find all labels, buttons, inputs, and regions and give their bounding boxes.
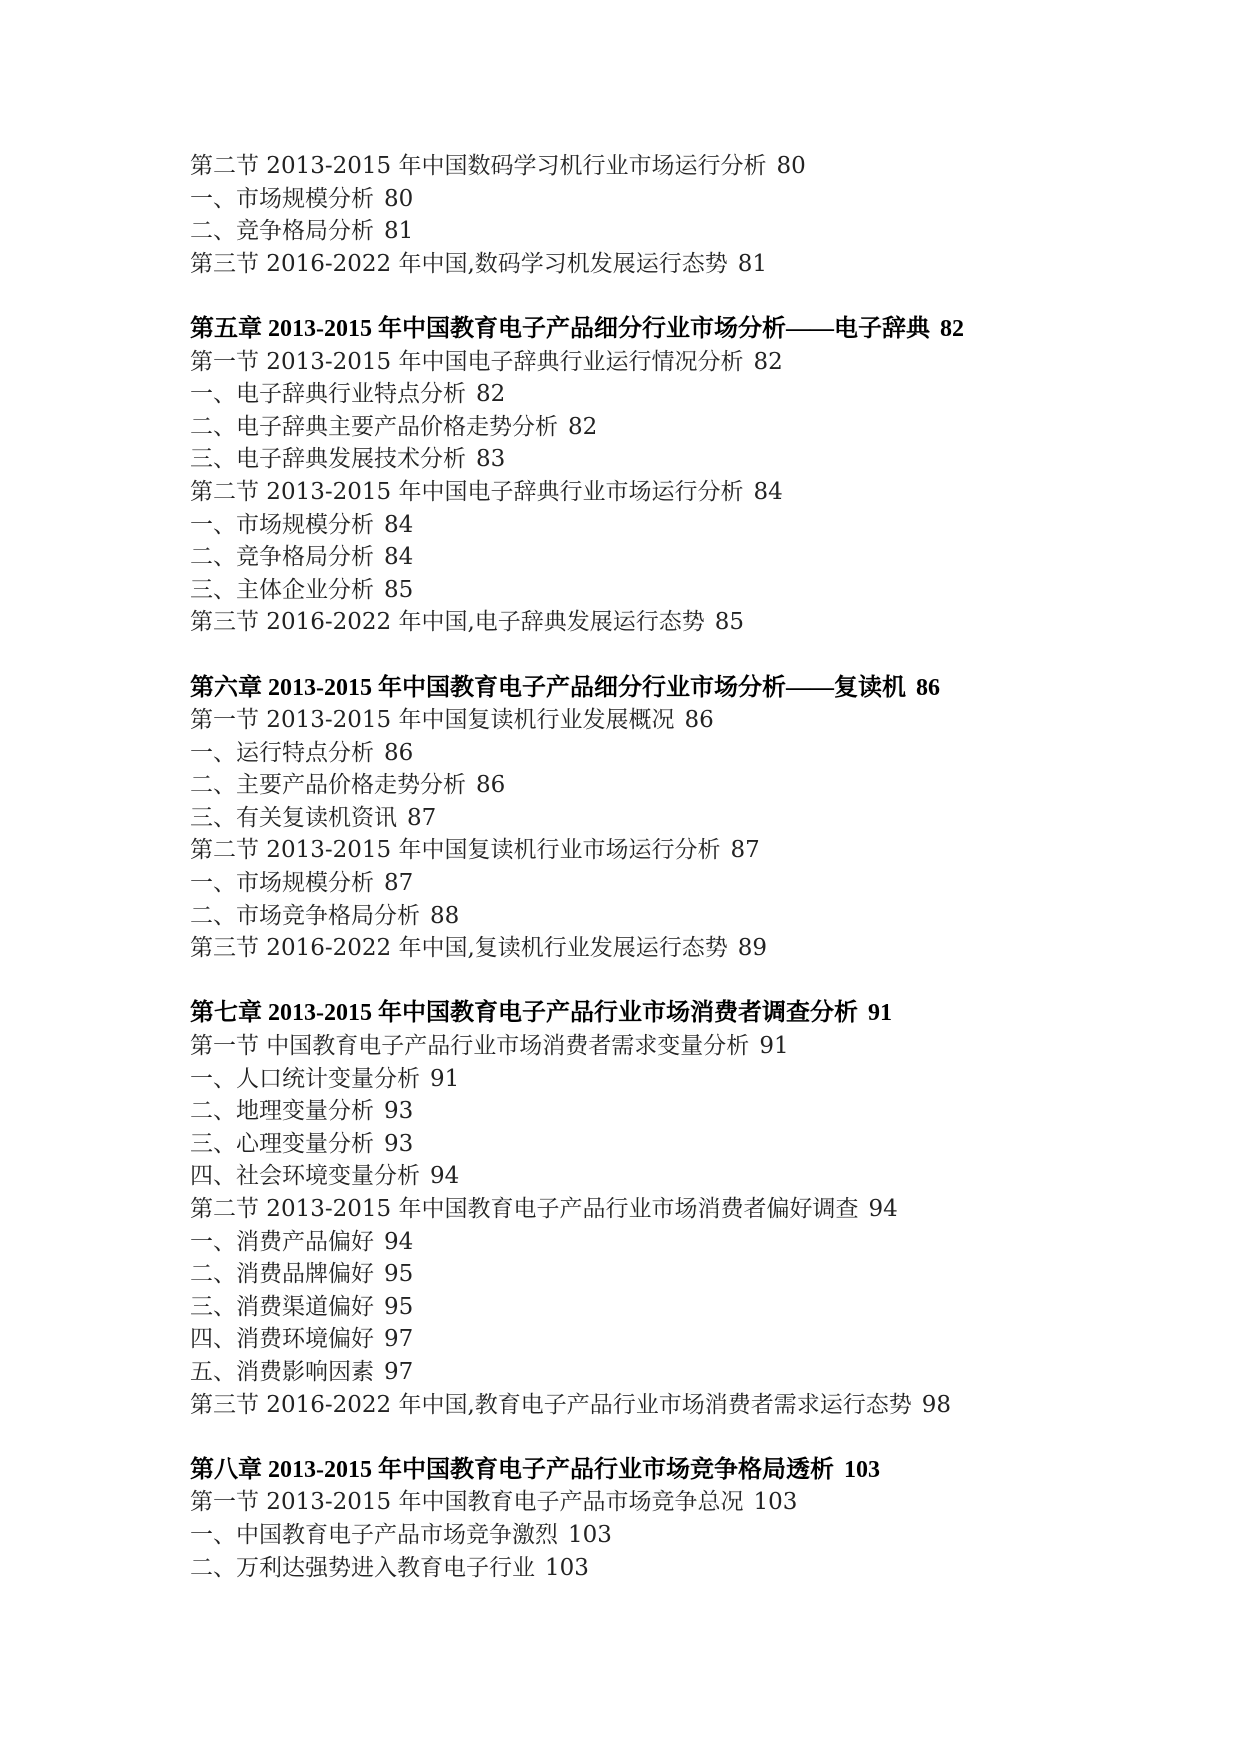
toc-page-number: 87	[407, 804, 437, 831]
toc-item-entry	[190, 1226, 1190, 1259]
toc-entry-title: 三、心理变量分析	[190, 1130, 374, 1157]
toc-entry-title: 第三节 2016-2022 年中国,数码学习机发展运行态势	[190, 250, 728, 277]
toc-page-number: 93	[384, 1098, 414, 1125]
toc-entry-title: 第一节 2013-2015 年中国电子辞典行业运行情况分析	[190, 348, 744, 375]
toc-item-entry	[190, 1552, 1190, 1585]
toc-item-entry	[190, 1128, 1190, 1161]
toc-entry-title: 第三节 2016-2022 年中国,电子辞典发展运行态势	[190, 609, 705, 636]
toc-item-entry	[190, 737, 1190, 770]
toc-entry-title: 一、消费产品偏好	[190, 1228, 374, 1255]
toc-page-number: 91	[868, 1000, 892, 1027]
toc-item-entry	[190, 867, 1190, 900]
toc-entry-title: 一、人口统计变量分析	[190, 1065, 420, 1092]
toc-section-entry	[190, 1486, 1190, 1519]
toc-section-entry	[190, 932, 1190, 965]
toc-page-number: 97	[384, 1358, 414, 1385]
toc-entry-title: 第一节 2013-2015 年中国教育电子产品市场竞争总况	[190, 1489, 744, 1516]
toc-entry-title: 第二节 2013-2015 年中国复读机行业市场运行分析	[190, 837, 721, 864]
toc-entry-title: 五、消费影响因素	[190, 1358, 374, 1385]
toc-item-entry	[190, 443, 1190, 476]
toc-page-number: 82	[753, 348, 783, 375]
toc-page-number: 91	[759, 1033, 789, 1060]
toc-page-number: 98	[921, 1391, 952, 1418]
toc-entry-title: 四、社会环境变量分析	[190, 1163, 420, 1190]
toc-entry-title: 二、市场竞争格局分析	[190, 902, 420, 929]
toc-page-number: 103	[844, 1456, 880, 1483]
toc-entry-title: 二、万利达强势进入教育电子行业	[190, 1554, 535, 1581]
toc-entry-title: 三、有关复读机资讯	[190, 804, 397, 831]
toc-entry-title: 二、主要产品价格走势分析	[190, 772, 466, 799]
toc-page-number: 80	[776, 153, 806, 179]
toc-item-entry	[190, 1258, 1190, 1291]
toc-item-entry	[190, 1291, 1190, 1324]
toc-entry-title: 一、电子辞典行业特点分析	[190, 381, 466, 408]
toc-section-entry	[190, 1389, 1190, 1422]
toc-page-number: 97	[384, 1326, 414, 1353]
toc-section-entry	[190, 476, 1190, 509]
toc-item-entry	[190, 769, 1190, 802]
toc-page-number: 103	[753, 1489, 798, 1516]
toc-entry-title: 二、地理变量分析	[190, 1098, 374, 1125]
toc-page-number: 84	[384, 544, 414, 571]
table-of-contents	[190, 150, 1190, 1584]
toc-item-entry	[190, 411, 1190, 444]
toc-entry-title: 第二节 2013-2015 年中国电子辞典行业市场运行分析	[190, 478, 744, 505]
toc-spacer	[190, 965, 1190, 998]
toc-page-number: 84	[753, 478, 783, 505]
toc-page-number: 93	[384, 1130, 414, 1157]
toc-entry-title: 第二节 2013-2015 年中国数码学习机行业市场运行分析	[190, 153, 767, 179]
toc-page-number: 85	[714, 609, 745, 636]
toc-section-entry	[190, 346, 1190, 379]
toc-entry-title: 一、市场规模分析	[190, 870, 374, 897]
toc-page-number: 86	[684, 707, 714, 734]
toc-page-number: 83	[476, 446, 506, 473]
toc-entry-title: 一、市场规模分析	[190, 511, 374, 538]
toc-entry-title: 第一节 2013-2015 年中国复读机行业发展概况	[190, 707, 675, 734]
toc-entry-title: 二、竞争格局分析	[190, 544, 374, 571]
toc-section-entry	[190, 150, 1190, 183]
toc-item-entry	[190, 1063, 1190, 1096]
toc-item-entry	[190, 1519, 1190, 1552]
toc-entry-title: 第三节 2016-2022 年中国,复读机行业发展运行态势	[190, 935, 728, 962]
toc-entry-title: 四、消费环境偏好	[190, 1326, 374, 1353]
toc-page-number: 85	[384, 576, 414, 603]
toc-page-number: 84	[384, 511, 414, 538]
toc-chapter-entry	[190, 672, 1190, 705]
toc-page-number: 103	[568, 1521, 612, 1548]
toc-item-entry	[190, 1095, 1190, 1128]
toc-page-number: 82	[476, 381, 506, 408]
toc-entry-title: 第五章 2013-2015 年中国教育电子产品细分行业市场分析——电子辞典	[190, 315, 930, 342]
toc-chapter-entry	[190, 997, 1190, 1030]
toc-chapter-entry	[190, 313, 1190, 346]
toc-item-entry	[190, 1160, 1190, 1193]
toc-item-entry	[190, 900, 1190, 933]
toc-entry-title: 一、市场规模分析	[190, 185, 374, 212]
toc-spacer	[190, 280, 1190, 313]
toc-page-number: 95	[384, 1293, 414, 1320]
toc-entry-title: 一、运行特点分析	[190, 739, 374, 766]
toc-page-number: 86	[384, 739, 414, 766]
toc-item-entry	[190, 215, 1190, 248]
toc-entry-title: 三、主体企业分析	[190, 576, 374, 603]
toc-item-entry	[190, 574, 1190, 607]
toc-item-entry	[190, 378, 1190, 411]
toc-entry-title: 第一节 中国教育电子产品行业市场消费者需求变量分析	[190, 1033, 750, 1060]
toc-item-entry	[190, 183, 1190, 216]
toc-page-number: 103	[545, 1554, 589, 1581]
toc-item-entry	[190, 802, 1190, 835]
toc-chapter-entry	[190, 1454, 1190, 1487]
toc-section-entry	[190, 704, 1190, 737]
toc-page-number: 86	[916, 674, 940, 701]
toc-section-entry	[190, 1193, 1190, 1226]
toc-entry-title: 三、消费渠道偏好	[190, 1293, 374, 1320]
toc-item-entry	[190, 509, 1190, 542]
toc-page-number: 94	[430, 1163, 460, 1190]
toc-entry-title: 二、竞争格局分析	[190, 218, 374, 245]
toc-entry-title: 第六章 2013-2015 年中国教育电子产品细分行业市场分析——复读机	[190, 674, 906, 701]
toc-page-number: 86	[476, 772, 506, 799]
toc-item-entry	[190, 541, 1190, 574]
toc-section-entry	[190, 1030, 1190, 1063]
toc-section-entry	[190, 834, 1190, 867]
toc-entry-title: 二、消费品牌偏好	[190, 1261, 374, 1288]
toc-page-number: 82	[940, 315, 964, 342]
toc-page-number: 95	[384, 1261, 414, 1288]
toc-page-number: 91	[430, 1065, 460, 1092]
toc-spacer	[190, 639, 1190, 672]
toc-page-number: 80	[384, 185, 414, 212]
toc-page-number: 89	[737, 935, 768, 962]
toc-entry-title: 第三节 2016-2022 年中国,教育电子产品行业市场消费者需求运行态势	[190, 1391, 912, 1418]
toc-entry-title: 第七章 2013-2015 年中国教育电子产品行业市场消费者调查分析	[190, 1000, 858, 1027]
toc-page-number: 87	[730, 837, 760, 864]
toc-section-entry	[190, 606, 1190, 639]
toc-page-number: 88	[430, 902, 460, 929]
toc-item-entry	[190, 1356, 1190, 1389]
toc-entry-title: 第八章 2013-2015 年中国教育电子产品行业市场竞争格局透析	[190, 1456, 834, 1483]
toc-page-number: 94	[868, 1196, 898, 1222]
toc-entry-title: 二、电子辞典主要产品价格走势分析	[190, 413, 558, 440]
toc-entry-title: 第二节 2013-2015 年中国教育电子产品行业市场消费者偏好调查	[190, 1196, 859, 1222]
toc-page-number: 94	[384, 1228, 414, 1255]
toc-page-number: 87	[384, 870, 414, 897]
toc-page-number: 81	[737, 250, 768, 277]
toc-entry-title: 三、电子辞典发展技术分析	[190, 446, 466, 473]
toc-section-entry	[190, 248, 1190, 281]
toc-spacer	[190, 1421, 1190, 1454]
toc-item-entry	[190, 1323, 1190, 1356]
toc-page-number: 82	[568, 413, 598, 440]
toc-entry-title: 一、中国教育电子产品市场竞争激烈	[190, 1521, 558, 1548]
toc-page-number: 81	[384, 218, 414, 245]
